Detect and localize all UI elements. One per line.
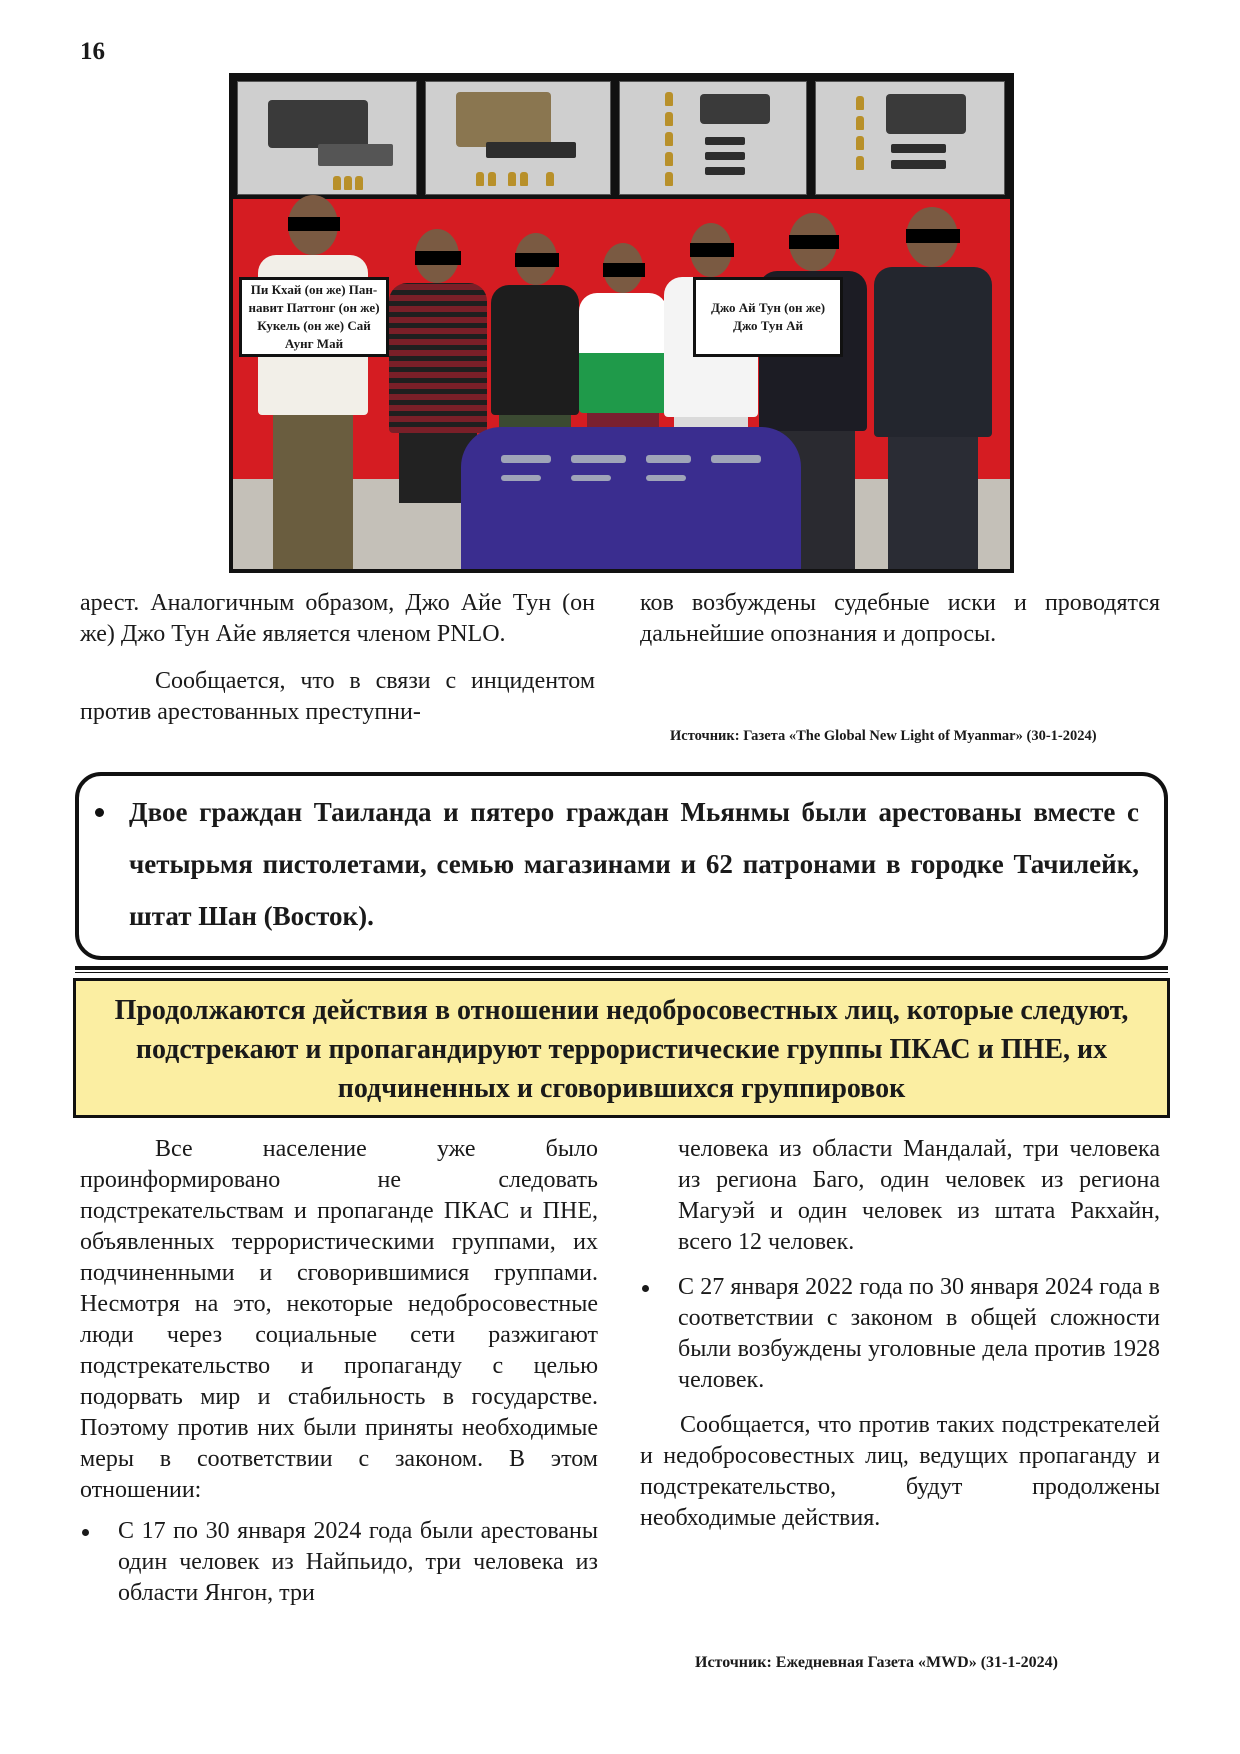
list-item: С 27 января 2022 года по 30 января 2024 года в соответствии с законом в общей сложности были возбуждены уголовные дела против 1928 человек.: [640, 1272, 1160, 1396]
arrested-person: [253, 195, 373, 573]
article2-intro-paragraph: Все население уже было проинформировано не следовать подстрекательствам и пропаганде ПКАС и ПНЕ, объявленных террористическими группами, их подчиненными и сговорившимися группами. Несмотря на это, некоторые недобросовестные люди через социальные сети разжигают подстрекательство и пропаганду с целью подорвать мир и стабильность в государстве. Поэтому против них были приняты необходимые меры в соответствии с законом. В этом отношении:: [80, 1136, 598, 1503]
highlight-text: Двое граждан Таиланда и пятеро граждан Мьянмы были арестованы вместе с четырьмя пистолетами, семью магазинами и 62 патронами в городке Тачилейк, штат Шан (Восток).: [129, 797, 1139, 931]
section-headline-banner: Продолжаются действия в отношении недобросовестных лиц, которые следуют, подстрекают и пропагандируют террористические группы ПКАС и ПНЕ, их подчиненных и сговорившихся группировок: [73, 978, 1170, 1118]
photo-caption-left: Пи Кхай (он же) Пан-навит Паттонг (он же) Кукель (он же) Сай Аунг Май: [239, 277, 389, 357]
thumbnail-pistol-2: [425, 81, 611, 195]
article2-bullet-list-2: [640, 1272, 1160, 1396]
article2-source: Источник: Ежедневная Газета «MWD» (31-1-2024): [695, 1654, 1058, 1671]
article1-left-paragraph: арест. Аналогичным образом, Джо Айе Тун (он же) Джо Тун Айе является членом PNLO.: [80, 590, 595, 647]
divider: [75, 966, 1168, 970]
arrested-person: [868, 207, 998, 572]
article2-left-column: [80, 1134, 598, 1609]
article2-right-column: [640, 1134, 1160, 1534]
evidence-thumbnails-strip: [233, 77, 1010, 199]
thumbnail-pistol-4: [815, 81, 1005, 195]
article1-right-column: ков возбуждены судебные иски и проводятся дальнейшие опознания и допросы.: [640, 590, 1160, 647]
bullet-icon: [95, 808, 104, 817]
photo-caption-right: Джо Ай Тун (он же) Джо Тун Ай: [693, 277, 843, 357]
article1-left-column: [80, 588, 595, 728]
list-item: С 17 по 30 января 2024 года были арестованы один человек из Найпьидо, три человека из области Янгон, три: [80, 1516, 598, 1609]
thumbnail-pistol-3: [619, 81, 807, 195]
evidence-table: [461, 427, 801, 573]
divider: [75, 972, 1168, 973]
article1-source: Источник: Газета «The Global New Light of Myanmar» (30-1-2024): [670, 728, 1097, 744]
page-number: 16: [80, 38, 105, 65]
list-item-continuation: человека из области Мандалай, три человека из региона Баго, один человек из региона Магуэй и один человек из штата Ракхайн, всего 12 человек.: [678, 1136, 1160, 1255]
thumbnail-pistol-1: [237, 81, 417, 195]
article2-closing-paragraph: Сообщается, что против таких подстрекателей и недобросовестных лиц, ведущих пропаганду и подстрекательство, будут продолжены необходимые действия.: [640, 1412, 1160, 1531]
highlight-box: [75, 772, 1168, 960]
article2-bullet-list: [80, 1516, 598, 1609]
article1-left-paragraph-2: Сообщается, что в связи с инцидентом против арестованных преступни-: [80, 668, 595, 725]
arrest-photo: [229, 73, 1014, 573]
